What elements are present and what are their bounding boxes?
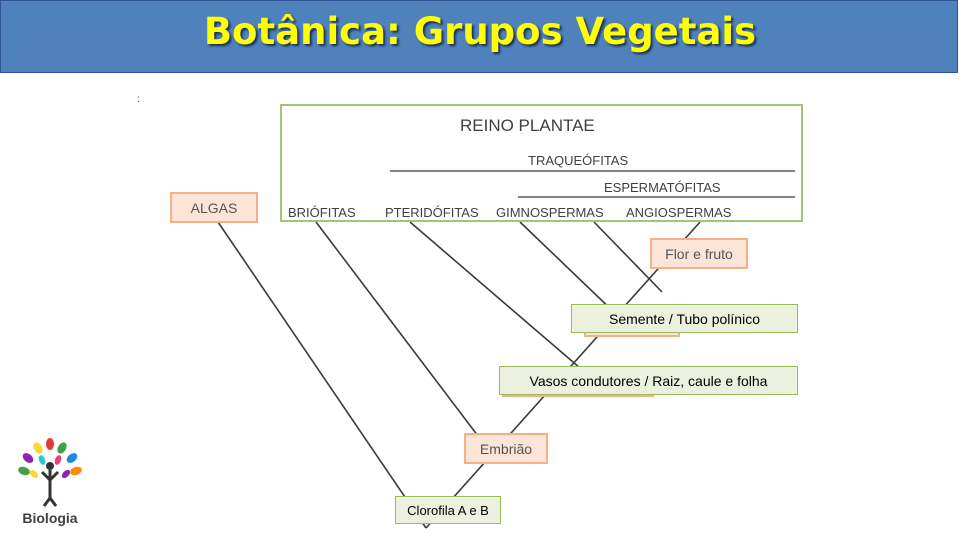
clade-line-gimnospermas (520, 222, 618, 316)
clade-line-briofitas (316, 222, 478, 436)
reino-plantae-title: REINO PLANTAE (460, 116, 595, 135)
traqueofitas-label: TRAQUEÓFITAS (528, 153, 629, 168)
clade-line-pteridofitas (410, 222, 580, 368)
group-briofitas: BRIÓFITAS (288, 205, 356, 220)
vasos-raiz-caule-folha-box: Vasos condutores / Raiz, caule e folha (499, 366, 798, 395)
slide-marks: : (137, 94, 140, 105)
group-angiospermas: ANGIOSPERMAS (626, 205, 732, 220)
espermatofitas-label: ESPERMATÓFITAS (604, 180, 721, 195)
group-pteridofitas: PTERIDÓFITAS (385, 205, 479, 220)
group-gimnospermas: GIMNOSPERMAS (496, 205, 604, 220)
clorofila-box: Clorofila A e B (395, 496, 501, 524)
semente-tubo-polinico-box: Semente / Tubo polínico (571, 304, 798, 333)
embriao-box: Embrião (464, 433, 548, 464)
clade-line-main (218, 222, 426, 528)
flor-fruto-box: Flor e fruto (650, 238, 748, 269)
algas-box: ALGAS (170, 192, 258, 223)
slide-title: Botânica: Grupos Vegetais (203, 10, 757, 53)
tree-logo-icon (14, 436, 86, 510)
biologia-logo (14, 436, 86, 532)
logo-text: Biologia (22, 510, 78, 526)
